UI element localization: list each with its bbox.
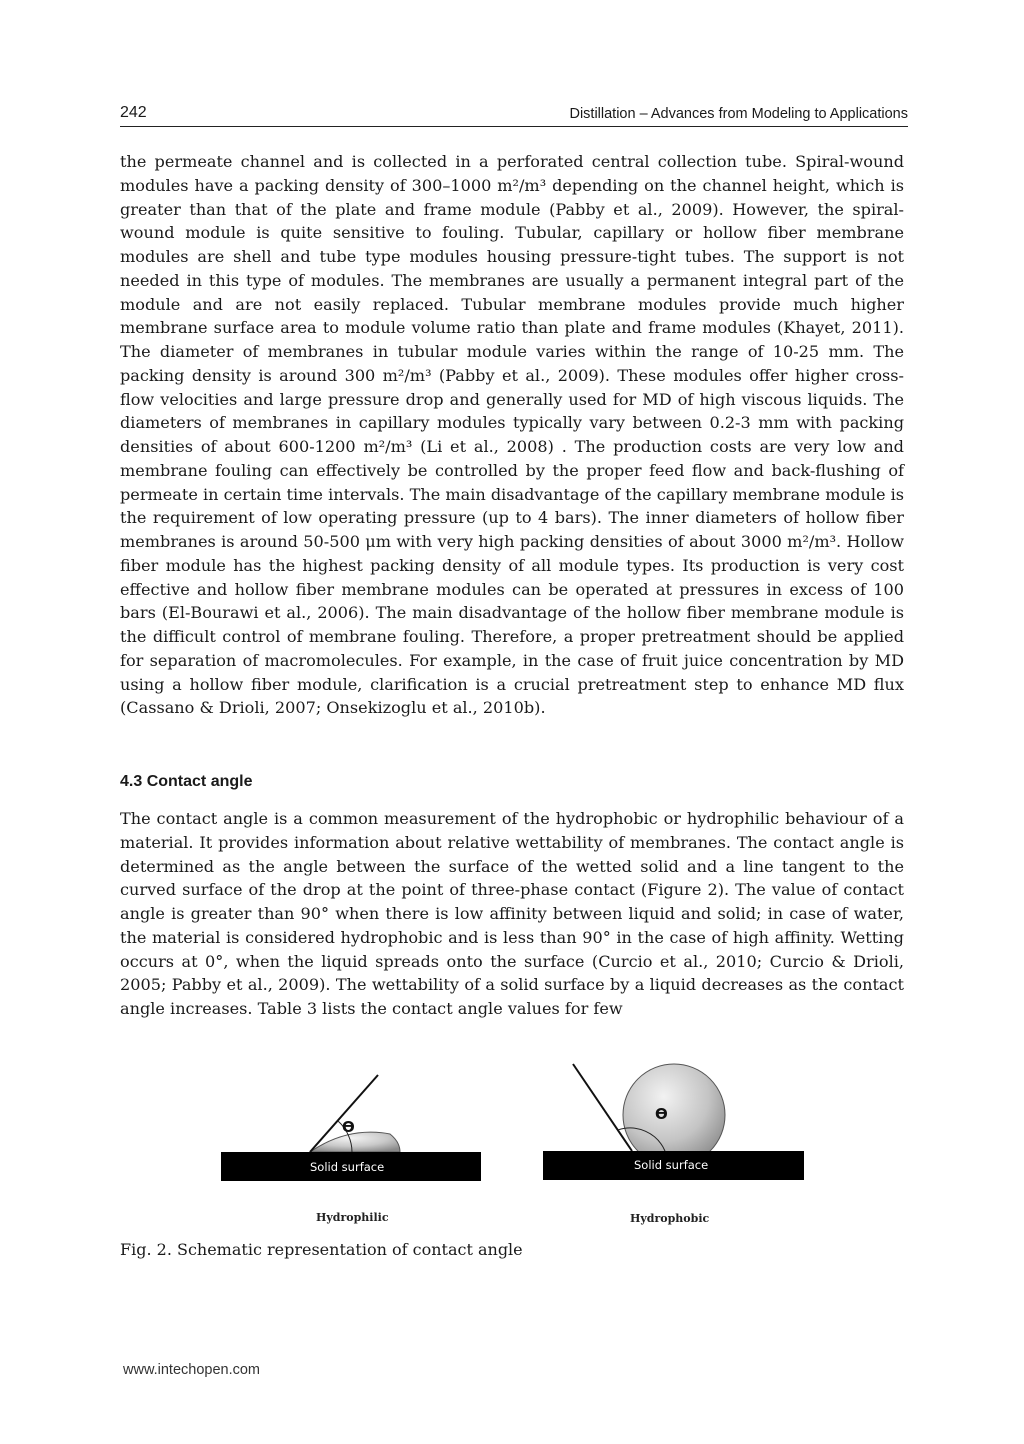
footer-url[interactable]: www.intechopen.com (123, 1362, 261, 1378)
water-drop (310, 1132, 400, 1152)
contact-angle-diagram (200, 1050, 840, 1240)
page-number: 242 (120, 104, 147, 121)
hydrophilic-panel (221, 1075, 481, 1224)
panel-label: Hydrophobic (630, 1212, 710, 1225)
body-paragraph: the permeate channel and is collected in a perforated central collection tube. Spiral-wound modules have a packing density of 300–1000 m²/m³ depending on the channel height, which is greater than that of the plate and frame module (Pabby et al., 2009). However, the spiral-wound module is quite sensitive to fouling. Tubular, capillary or hollow fiber membrane modules are shell and tube type modules housing pressure-tight tubes. The support is not needed in this type of modules. The membranes are usually a permanent integral part of the module and are not easily replaced. Tubular membrane modules provide much higher membrane surface area to module volume ratio than plate and frame modules (Khayet, 2011). The diameter of membranes in tubular module varies within the range of 10-25 mm. The packing density is around 300 m²/m³ (Pabby et al., 2009). These modules offer higher cross-flow velocities and large pressure drop and generally used for MD of high viscous liquids. The diameters of membranes in capillary modules typically vary between 0.2-3 mm with packing densities of about 600-1200 m²/m³ (Li et al., 2008) . The production costs are very low and membrane fouling can effectively be controlled by the proper feed flow and back-flushing of permeate in certain time intervals. The main disadvantage of the capillary membrane module is the requirement of low operating pressure (up to 4 bars). The inner diameters of hollow fiber membranes is around 50-500 μm with very high packing densities of about 3000 m²/m³. Hollow fiber module has the highest packing density of all module types. Its production is very cost effective and hollow fiber membrane modules can be operated at pressures in excess of 100 bars (El-Bourawi et al., 2006). The main disadvantage of the hollow fiber membrane module is the difficult control of membrane fouling. Therefore, a proper pretreatment should be applied for separation of macromolecules. For example, in the case of fruit juice concentration by MD using a hollow fiber module, clarification is a crucial pretreatment step to enhance MD flux (Cassano & Drioli, 2007; Onsekizoglu et al., 2010b). (120, 152, 905, 718)
page-header (120, 100, 908, 127)
running-title: Distillation – Advances from Modeling to Applications (569, 106, 908, 122)
theta-symbol: ϴ (342, 1118, 355, 1136)
section-heading: 4.3 Contact angle (120, 773, 253, 790)
contact-angle-figure (200, 1050, 840, 1240)
surface-label: Solid surface (310, 1160, 385, 1174)
panel-label: Hydrophilic (316, 1211, 389, 1224)
hydrophobic-panel (543, 1064, 804, 1225)
body-paragraph: The contact angle is a common measurement of the hydrophobic or hydrophilic behaviour of a material. It provides information about relative wettability of membranes. The contact angle is determined as the angle between the surface of the wetted solid and a line tangent to the curved surface of the drop at the point of three-phase contact (Figure 2). The value of contact angle is greater than 90° when there is low affinity between liquid and solid; in case of water, the material is considered hydrophobic and is less than 90° in the case of high affinity. Wetting occurs at 0°, when the liquid spreads onto the surface (Curcio et al., 2010; Curcio & Drioli, 2005; Pabby et al., 2009). The wettability of a solid surface by a liquid decreases as the contact angle increases. Table 3 lists the contact angle values for few (120, 809, 904, 1018)
surface-label: Solid surface (634, 1158, 709, 1172)
water-drop (623, 1064, 725, 1166)
figure-caption: Fig. 2. Schematic representation of contact angle (120, 1240, 523, 1259)
theta-symbol: ϴ (655, 1105, 668, 1123)
